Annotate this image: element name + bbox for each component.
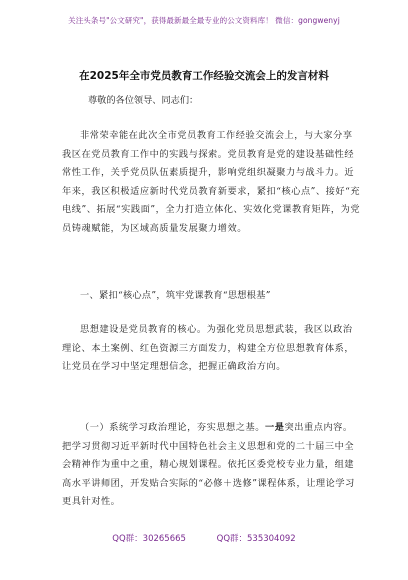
greeting: 尊敬的各位领导、同志们： (88, 95, 199, 106)
section-heading-1: 一、紧扣“核心点”，筑牢党课教育“思想根基” (80, 290, 271, 301)
footer-qq-group-1: QQ群：30265665 (112, 534, 186, 544)
subsection-bold-marker: 一是 (265, 422, 285, 433)
footer-qq-group-2: QQ群：535304092 (216, 534, 296, 544)
document-title: 在2025年全市党员教育工作经验交流会上的发言材料 (79, 70, 329, 82)
paragraph-section-1: 思想建设是党员教育的核心。为强化党员思想武装，我区以政治理论、本土案例、红色资源三方面发力，构建全方位思想教育体系，让党员在学习中坚定理想信念，把握正确政治方向。 (62, 324, 355, 373)
subsection-text: 突出重点内容。把学习贯彻习近平新时代中国特色社会主义思想和党的二十届三中全会精神作为重中之重，精心规划课程。依托区委党校专业力量，组建高水平讲师团，开发贴合实际的“必修＋选修”课程体系，让理论学习更具针对性。 (62, 422, 355, 508)
paragraph-intro: 非常荣幸能在此次全市党员教育工作经验交流会上，与大家分享我区在党员教育工作中的实践与探索。党员教育是党的建设基础性经常性工作，关乎党员队伍素质提升，影响党组织凝聚力与战斗力。近年来，我区积极适应新时代党员教育新要求，紧扣“核心点”、接好“充电线”、拓展“实践面”，全力打造立体化、实效化党课教育矩阵，为党员铸魂赋能，为区域高质量发展聚力增效。 (62, 130, 361, 234)
paragraph-subsection-1 (62, 419, 362, 512)
footer (0, 532, 408, 544)
subsection-lead: （一）系统学习政治理论，夯实思想之基。 (80, 422, 266, 433)
header-banner: 关注头条号"公文研究"，获得最新最全最专业的公文资料库！ 微信：gongwenyj (68, 16, 340, 25)
